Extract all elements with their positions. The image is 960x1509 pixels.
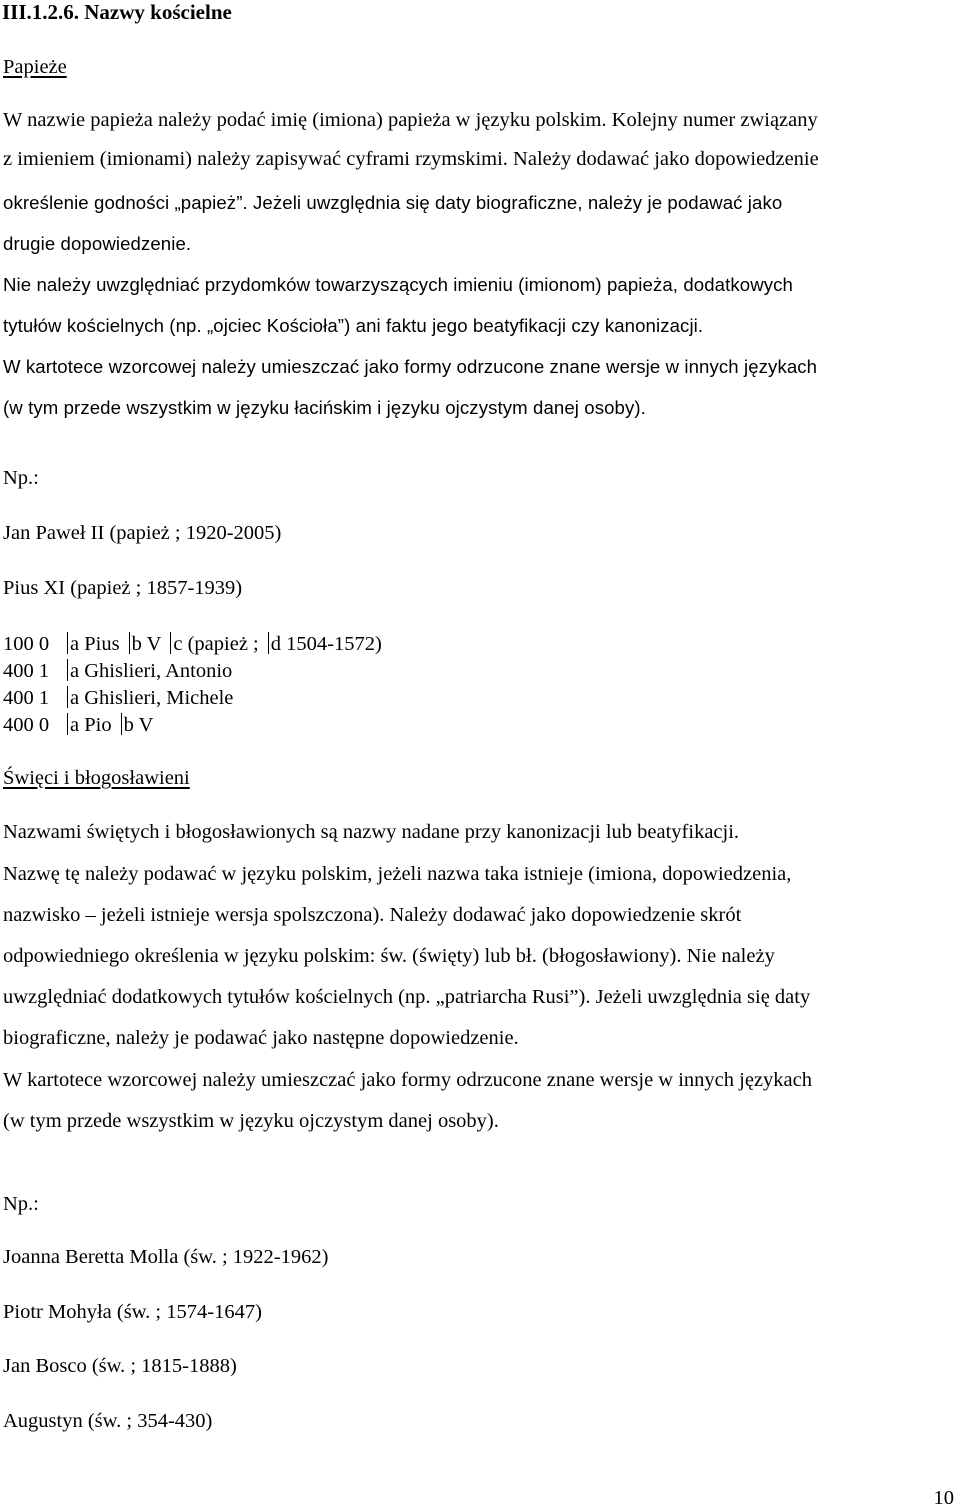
marc-record-line: [3, 632, 382, 655]
section-heading: III.1.2.6. Nazwy kościelne: [2, 0, 232, 24]
saints-paragraph-line: odpowiedniego określenia w języku polskim: św. (święty) lub bł. (błogosławiony). Nie należy: [3, 945, 775, 967]
subfield-delimiter: [129, 632, 130, 654]
subfield-delimiter: [67, 686, 68, 708]
marc-record-line: [3, 659, 232, 682]
subfield-delimiter: [67, 659, 68, 681]
saints-example: Piotr Mohyła (św. ; 1574-1647): [3, 1301, 262, 1323]
subfield-delimiter: [121, 713, 122, 735]
popes-example: Jan Paweł II (papież ; 1920-2005): [3, 522, 282, 544]
subfield-delimiter: [170, 632, 171, 654]
popes-paragraph-line: (w tym przede wszystkim w języku łacińskim i języku ojczystym danej osoby).: [3, 397, 646, 418]
saints-paragraph-line: (w tym przede wszystkim w języku ojczystym danej osoby).: [3, 1110, 499, 1132]
marc-record-line: [3, 686, 233, 709]
popes-paragraph-line: W nazwie papieża należy podać imię (imiona) papieża w języku polskim. Kolejny numer związany: [3, 109, 818, 131]
marc-subfield: a Ghislieri, Michele: [70, 687, 234, 709]
marc-subfield: c (papież ;: [173, 633, 259, 655]
saints-paragraph-line: biograficzne, należy je podawać jako następne dopowiedzenie.: [3, 1027, 519, 1049]
saints-subheading: Święci i błogosławieni: [3, 767, 190, 789]
saints-paragraph-line: nazwisko – jeżeli istnieje wersja spolszczona). Należy dodawać jako dopowiedzenie skrót: [3, 904, 742, 926]
popes-paragraph-line: określenie godności „papież”. Jeżeli uwzględnia się daty biograficzne, należy je podawać jako: [3, 192, 783, 213]
saints-example: Augustyn (św. ; 354-430): [3, 1410, 213, 1432]
popes-subheading: Papieże: [3, 56, 67, 78]
popes-example: Pius XI (papież ; 1857-1939): [3, 577, 243, 599]
page-number: 10: [933, 1487, 954, 1509]
saints-paragraph-line: uwzględniać dodatkowych tytułów kościelnych (np. „patriarcha Rusi”). Jeżeli uwzględnia się daty: [3, 986, 811, 1008]
popes-paragraph-line: Nie należy uwzględniać przydomków towarzyszących imieniu (imionom) papieża, dodatkowych: [3, 274, 793, 295]
marc-tag: 400 1: [3, 687, 50, 709]
popes-paragraph-line: drugie dopowiedzenie.: [3, 233, 192, 254]
marc-subfield: a Pio: [70, 714, 112, 736]
saints-paragraph-line: Nazwę tę należy podawać w języku polskim, jeżeli nazwa taka istnieje (imiona, dopowiedzenia,: [3, 863, 792, 885]
subfield-delimiter: [67, 632, 68, 654]
popes-example-label: Np.:: [3, 467, 39, 489]
subfield-delimiter: [268, 632, 269, 654]
saints-example-label: Np.:: [3, 1193, 39, 1215]
marc-record-line: [3, 713, 153, 736]
marc-subfield: a Ghislieri, Antonio: [70, 660, 233, 682]
marc-subfield: a Pius: [70, 633, 120, 655]
saints-example: Jan Bosco (św. ; 1815-1888): [3, 1355, 237, 1377]
marc-subfield: b V: [123, 714, 154, 736]
popes-paragraph-line: W kartotece wzorcowej należy umieszczać jako formy odrzucone znane wersje w innych językach: [3, 356, 818, 377]
popes-paragraph-line: z imieniem (imionami) należy zapisywać cyframi rzymskimi. Należy dodawać jako dopowiedzenie: [3, 148, 819, 170]
popes-paragraph-line: tytułów kościelnych (np. „ojciec Kościoła”) ani faktu jego beatyfikacji czy kanonizacji.: [3, 315, 704, 336]
subfield-delimiter: [67, 713, 68, 735]
saints-paragraph-line: Nazwami świętych i błogosławionych są nazwy nadane przy kanonizacji lub beatyfikacji.: [3, 821, 740, 843]
marc-tag: 100 0: [3, 633, 50, 655]
saints-example: Joanna Beretta Molla (św. ; 1922-1962): [3, 1246, 329, 1268]
marc-tag: 400 0: [3, 714, 50, 736]
marc-subfield: b V: [131, 633, 162, 655]
saints-paragraph-line: W kartotece wzorcowej należy umieszczać jako formy odrzucone znane wersje w innych językach: [3, 1069, 812, 1091]
marc-tag: 400 1: [3, 660, 50, 682]
marc-subfield: d 1504-1572): [270, 633, 382, 655]
